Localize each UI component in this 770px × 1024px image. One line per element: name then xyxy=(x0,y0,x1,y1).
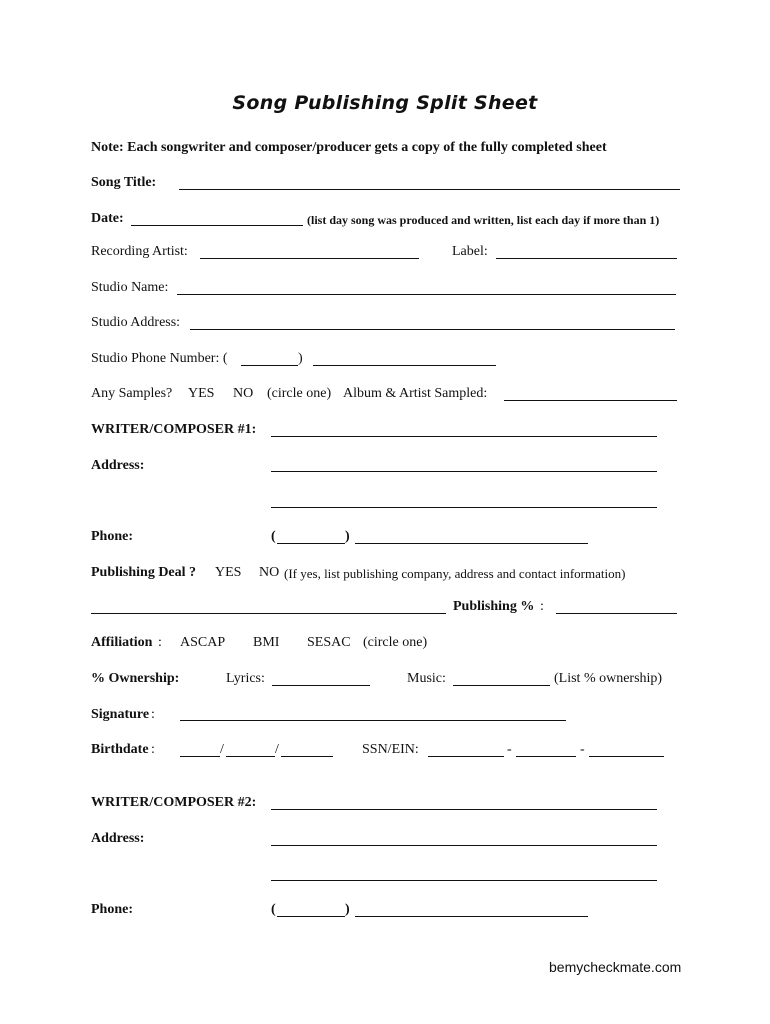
date-label: Date: xyxy=(91,211,124,226)
publishing-deal-yes-option[interactable]: YES xyxy=(215,565,242,580)
writer2-label: WRITER/COMPOSER #2: xyxy=(91,795,257,810)
samples-label: Any Samples? xyxy=(91,386,173,401)
list-ownership-hint: (List % ownership) xyxy=(554,671,663,686)
writer2-phone-label: Phone: xyxy=(91,902,133,917)
ssn-part3-field[interactable] xyxy=(589,756,664,757)
writer1-address-line2[interactable] xyxy=(271,507,657,508)
label-field[interactable] xyxy=(496,258,677,259)
publishing-deal-no-option[interactable]: NO xyxy=(259,565,280,580)
publishing-pct-colon: : xyxy=(540,599,544,614)
writer1-phone-label: Phone: xyxy=(91,529,133,544)
writer1-phone-paren-open: ( xyxy=(271,529,276,544)
studio-phone-area-field[interactable] xyxy=(241,365,298,366)
writer1-address-label: Address: xyxy=(91,458,145,473)
album-artist-sampled-label: Album & Artist Sampled: xyxy=(343,386,488,401)
birthdate-slash-1: / xyxy=(220,742,224,757)
ssn-dash-2: - xyxy=(580,742,585,757)
album-artist-sampled-field[interactable] xyxy=(504,400,677,401)
label-label: Label: xyxy=(452,244,488,259)
writer2-address-line2[interactable] xyxy=(271,880,657,881)
writer2-address-label: Address: xyxy=(91,831,145,846)
signature-label: Signature xyxy=(91,707,150,722)
publishing-pct-label: Publishing % xyxy=(453,599,535,614)
publishing-deal-hint: (If yes, list publishing company, address and contact information) xyxy=(284,566,626,581)
writer2-address-line1[interactable] xyxy=(271,845,657,846)
writer1-address-line1[interactable] xyxy=(271,471,657,472)
writer2-phone-paren-open: ( xyxy=(271,902,276,917)
lyrics-label: Lyrics: xyxy=(226,671,265,686)
ssn-label: SSN/EIN: xyxy=(362,742,419,757)
recording-artist-field[interactable] xyxy=(200,258,419,259)
publishing-pct-field[interactable] xyxy=(556,613,677,614)
affiliation-circle-one: (circle one) xyxy=(363,635,428,650)
affiliation-sesac-option[interactable]: SESAC xyxy=(307,635,351,650)
studio-name-field[interactable] xyxy=(177,294,676,295)
affiliation-bmi-option[interactable]: BMI xyxy=(253,635,280,650)
studio-phone-label: Studio Phone Number: ( xyxy=(91,351,228,366)
music-pct-field[interactable] xyxy=(453,685,550,686)
writer2-phone-area-field[interactable] xyxy=(277,916,345,917)
studio-name-label: Studio Name: xyxy=(91,280,169,295)
song-title-field[interactable] xyxy=(179,189,680,190)
birthdate-month-field[interactable] xyxy=(180,756,220,757)
writer1-phone-area-field[interactable] xyxy=(277,543,345,544)
date-hint: (list day song was produced and written, list each day if more than 1) xyxy=(307,213,660,227)
writer1-phone-paren-close: ) xyxy=(345,529,350,544)
footer-website: bemycheckmate.com xyxy=(549,959,682,975)
samples-circle-one: (circle one) xyxy=(267,386,332,401)
birthdate-slash-2: / xyxy=(275,742,279,757)
ssn-dash-1: - xyxy=(507,742,512,757)
studio-address-field[interactable] xyxy=(190,329,675,330)
publishing-deal-label: Publishing Deal ? xyxy=(91,565,197,580)
music-label: Music: xyxy=(407,671,446,686)
writer1-label: WRITER/COMPOSER #1: xyxy=(91,422,257,437)
studio-phone-number-field[interactable] xyxy=(313,365,496,366)
ownership-label: % Ownership: xyxy=(91,671,180,686)
ssn-part1-field[interactable] xyxy=(428,756,504,757)
writer1-name-field[interactable] xyxy=(271,436,657,437)
studio-address-label: Studio Address: xyxy=(91,315,181,330)
affiliation-label: Affiliation xyxy=(91,635,153,650)
writer2-name-field[interactable] xyxy=(271,809,657,810)
recording-artist-label: Recording Artist: xyxy=(91,244,188,259)
ssn-part2-field[interactable] xyxy=(516,756,576,757)
note-text: Note: Each songwriter and composer/producer gets a copy of the fully completed sheet xyxy=(91,140,607,155)
birthdate-day-field[interactable] xyxy=(226,756,275,757)
date-field[interactable] xyxy=(131,225,303,226)
samples-no-option[interactable]: NO xyxy=(233,386,254,401)
lyrics-pct-field[interactable] xyxy=(272,685,370,686)
studio-phone-paren-close: ) xyxy=(298,351,303,366)
birthdate-label: Birthdate xyxy=(91,742,149,757)
birthdate-year-field[interactable] xyxy=(281,756,333,757)
page-title: Song Publishing Split Sheet xyxy=(232,92,538,114)
samples-yes-option[interactable]: YES xyxy=(188,386,215,401)
writer2-phone-number-field[interactable] xyxy=(355,916,588,917)
publishing-company-field[interactable] xyxy=(91,613,446,614)
writer1-phone-number-field[interactable] xyxy=(355,543,588,544)
song-title-label: Song Title: xyxy=(91,175,157,190)
affiliation-colon: : xyxy=(158,635,162,650)
writer2-phone-paren-close: ) xyxy=(345,902,350,917)
birthdate-colon: : xyxy=(151,742,155,757)
signature-field[interactable] xyxy=(180,720,566,721)
affiliation-ascap-option[interactable]: ASCAP xyxy=(180,635,226,650)
signature-colon: : xyxy=(151,707,155,722)
